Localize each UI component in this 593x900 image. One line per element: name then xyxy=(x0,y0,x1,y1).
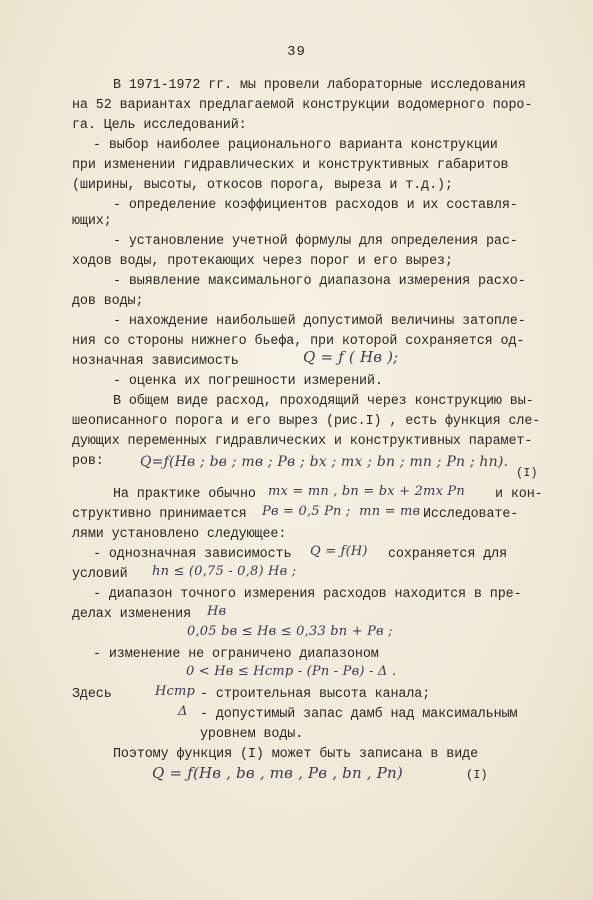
text-line-16: - оценка их погрешности измерений. xyxy=(113,374,383,389)
text-line-13: - нахождение наибольшей допустимой величины затопле- xyxy=(113,314,526,329)
formula-symbol-hstr: Hстр xyxy=(155,684,196,699)
text-line-8: ющих; xyxy=(72,214,112,229)
text-line-20: ров: xyxy=(72,454,104,469)
text-line-9: - установление учетной формулы для определения рас- xyxy=(113,234,518,249)
formula-range-unbounded: 0 < Hв ≤ Hстр - (Pп - Pв) - Δ . xyxy=(186,664,397,679)
formula-number-2: (I) xyxy=(466,768,488,782)
text-line-19: дующих переменных гидравлических и конструктивных парамет- xyxy=(72,434,533,449)
text-line-23: структивно принимается xyxy=(72,507,247,522)
text-line-11: - выявление максимального диапазона измерения расхо- xyxy=(113,274,526,289)
formula-condition-h: hп ≤ (0,75 - 0,8) Hв ; xyxy=(152,564,297,579)
text-line-28: условий xyxy=(72,567,128,582)
text-line-2: на 52 вариантах предлагаемой конструкции водомерного поро- xyxy=(72,98,533,113)
text-line-17: В общем виде расход, проходящий через конструкцию вы- xyxy=(113,394,534,409)
text-line-15: нозначная зависимость xyxy=(72,354,239,369)
text-line-6: (ширины, высоты, откосов порога, выреза и т.д.); xyxy=(72,178,453,193)
formula-practice-relation: mх = mп , bп = bх + 2mх Pп xyxy=(268,484,465,499)
text-line-26: - однозначная зависимость xyxy=(93,547,292,562)
text-line-31: - изменение не ограничено диапазоном xyxy=(93,647,379,662)
text-line-4: - выбор наиболее рационального варианта конструкции xyxy=(93,138,498,153)
text-line-21: На практике обычно xyxy=(113,487,256,502)
formula-function-final: Q = ƒ(Hв , bв , mв , Pв , bп , Pп) xyxy=(152,764,403,782)
formula-function-full: Q=ƒ(Hв ; bв ; mв ; Pв ; bх ; mх ; bп ; mп ; Pп ; hп). xyxy=(140,454,509,470)
text-line-14: ния со стороны нижнего бьефа, при которой сохраняется од- xyxy=(72,334,525,349)
text-line-7: - определение коэффициентов расходов и их составля- xyxy=(113,198,518,213)
page-number: 39 xyxy=(287,44,306,60)
text-line-29: - диапазон точного измерения расходов находится в пре- xyxy=(93,587,522,602)
formula-variable-h: Hв xyxy=(207,604,227,619)
formula-number-1: (I) xyxy=(516,466,538,480)
text-line-36: Поэтому функция (I) может быть записана в виде xyxy=(113,747,479,762)
text-line-35: уровнем воды. xyxy=(200,727,304,742)
text-line-12: дов воды; xyxy=(72,294,144,309)
text-line-1: В 1971-1972 гг. мы провели лабораторные исследования xyxy=(113,78,526,93)
text-line-27: сохраняется для xyxy=(388,547,508,562)
text-line-22: и кон- xyxy=(495,487,543,502)
text-line-3: га. Цель исследований: xyxy=(72,118,247,133)
formula-range-h: 0,05 bв ≤ Hв ≤ 0,33 bп + Pв ; xyxy=(187,624,393,639)
formula-constructive-relation: Pв = 0,5 Pп ; mп = mв . xyxy=(262,504,429,519)
text-line-32: Здесь xyxy=(72,687,112,702)
text-line-34: - допустимый запас дамб над максимальным xyxy=(200,707,518,722)
formula-dependence-q: Q = ƒ ( Hв ); xyxy=(303,348,399,366)
text-line-18: шеописанного порога и его вырез (рис.I) , есть функция сле- xyxy=(72,414,541,429)
formula-dependence-q-h: Q = ƒ(H) xyxy=(310,544,368,559)
text-line-30: делах изменения xyxy=(72,607,192,622)
formula-symbol-delta: Δ xyxy=(178,704,188,719)
text-line-10: ходов воды, протекающих через порог и его вырез; xyxy=(72,254,453,269)
text-line-5: при изменении гидравлических и конструктивных габаритов xyxy=(72,158,509,173)
text-line-24: Исследовате- xyxy=(423,507,519,522)
text-line-25: лями установлено следующее: xyxy=(72,527,287,542)
text-line-33: - строительная высота канала; xyxy=(200,687,431,702)
